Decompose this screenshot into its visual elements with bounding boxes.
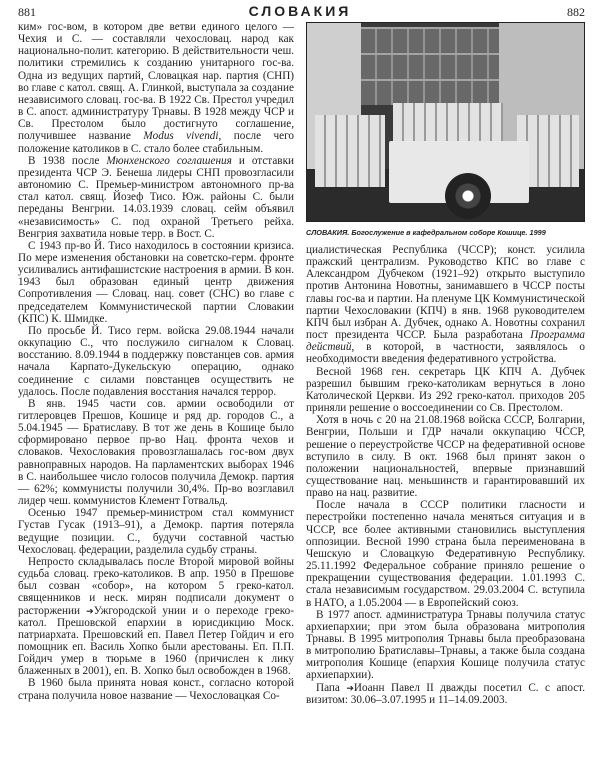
- paragraph: [306, 609, 585, 682]
- photo-flowers: [445, 173, 491, 219]
- text-run: Весной 1968 ген. секретарь ЦК КПЧ А. Дубчек разрешил бывшим греко-католикам вернуться в лоно Католической Церкви. Из 292 греко-катол. приходов 205 приняли решение о воссоединении со Св. Престолом.: [306, 365, 585, 415]
- paragraph: [18, 325, 294, 398]
- cross-reference-arrow-icon: ➔: [86, 605, 94, 616]
- italic-term: Программа действий: [306, 329, 585, 354]
- text-run: Папа: [316, 681, 347, 694]
- paragraph: [18, 677, 294, 701]
- cathedral-service-photo: [306, 22, 585, 222]
- left-text-column: [18, 21, 294, 702]
- photo-clergy-left: [315, 115, 385, 187]
- text-run: и отставки президента ЧСР Э. Бенеша лидеры СНП провозгласили автономию С. Премьер-министром автономного пр-ва стал катол. свящ. Йозеф Тисо. Юж. районы С. были переданы Венгрии. 14.03.1939 словац. сейм объявил «независимость» С. под охраной Третьего рейха. Венгрия захватила новые терр. в Вост. С.: [18, 154, 294, 240]
- page-number-left: 881: [18, 5, 36, 19]
- text-run: Ужгородской унии и о переходе греко-катол. Прешовской епархии в юрисдикцию Моск. патриархата. Прешовский еп. Павел Петер Гойдич и его помощник еп. Василь Хопко были арестованы. Еп. П.П. Гойдич умер в тюрьме в 1960 (причислен к лику блаженных в 2001), еп. В. Хопко был освобожден в 1968.: [18, 604, 294, 678]
- paragraph: [18, 240, 294, 325]
- text-run: В 1938 после: [28, 154, 107, 167]
- text-run: , в которой, в частности, заявлялось о необходимости введения федеративного устройства.: [306, 341, 585, 366]
- paragraph: [18, 398, 294, 507]
- photo-clergy-altar: [393, 103, 503, 143]
- text-run: По просьбе Й. Тисо герм. войска 29.08.1944 начали оккупацию С., что послужило сигналом к Словац. восстанию. 8.09.1944 в поддержку повстанцев сов. армия начала Карпато-Дукельскую операцию, однако соединение с силами повстанцев осуществить не удалось. После подавления восстания начался террор.: [18, 324, 294, 398]
- text-run: Осенью 1947 премьер-министром стал коммунист Густав Гусак (1913–91), а Демокр. партия потеряла ведущие позиции. С., будучи составной частью Чехословац. федерации, разделила судьбу страны.: [18, 507, 294, 556]
- caption-label: СЛОВАКИЯ.: [306, 228, 350, 237]
- text-run: , после чего положение католиков в С. стало более стабильным.: [18, 130, 295, 155]
- text-run: Хотя в ночь с 20 на 21.08.1968 войска СССР, Болгарии, Венгрии, Польши и ГДР начали оккупацию ЧССР, решение о переустройстве ЧССР на федеративной основе вступило в силу. В окт. 1968 был принят закон о положении национальностей, впервые признавший существование нац. меньшинств и гарантировавший их право на нац. развитие.: [306, 414, 585, 500]
- text-run: В янв. 1945 части сов. армии освободили от гитлеровцев Прешов, Кошице и ряд др. городов С., а 5.04.1945 — Братиславу. В тот же день в Кошице было сформировано первое пр-во Нац. фронта чехов и словаков. Чехословакия провозглашалась гос-вом двух равноправных народов. На парламентских выборах 1946 в С. наибольшее число голосов получила Демокр. партия — 62%; коммунисты получили 30,4%. Пр-во возглавил лидер чеш. коммунистов Клемент Готвальд.: [18, 397, 294, 508]
- paragraph: [306, 682, 585, 706]
- right-text-column: [306, 244, 585, 706]
- text-run: После начала в СССР политики гласности и перестройки постепенно начала меняться ситуация и в ЧССР, все более активными становились выступления оппозиции. Весной 1990 страна была переименована в Чешскую и Словацкую Федеративную Республику. 25.11.1992 Федеральное собрание приняло решение о прекращении существования федерации. 1.01.1993 С. стала независимым государством. 29.03.2004 С. вступила в НАТО, а 1.05.2004 — в Европейский союз.: [306, 499, 585, 609]
- paragraph: [18, 21, 294, 155]
- text-run: В 1960 была принята новая конст., согласно которой страна получила новое название — Чехословацкая Со-: [18, 677, 294, 702]
- paragraph: [306, 414, 585, 499]
- photo-caption: [306, 228, 546, 237]
- italic-term: Modus vivendi: [143, 130, 219, 143]
- paragraph: [306, 499, 585, 608]
- page-number-right: 882: [567, 5, 585, 19]
- text-run: С 1943 пр-во Й. Тисо находилось в состоянии кризиса. По мере изменения обстановки на советско-герм. фронте усиливались антифашистские настроения в армии. В кон. 1943 был образован единый центр движения Сопротивления — Словац. нац. совет (СНС) во главе с председателем Коммунистической партии Словакии (КПС) К. Шмидке.: [18, 239, 294, 325]
- paragraph: [18, 155, 294, 240]
- paragraph: [306, 244, 585, 366]
- italic-term: Мюнхенского соглашения: [106, 154, 232, 167]
- text-run: В 1977 апост. администратура Трнавы получила статус архиепархии; при этом была образована митрополия Трнавы. В 1995 митрополия Трнавы была преобразована в митрополию Братиславы–Трнавы, а также была создана митрополия Кошице (епархия Кошице получила статус архиепархии).: [306, 608, 585, 682]
- paragraph: [306, 366, 585, 415]
- text-run: циалистическая Республика (ЧССР); конст. усилила пражский централизм. Руководство КПС во главе с Александром Дубчеком (1921–92) открыто выступило против Антонина Новотны, занимавшего в ЧССР посты главы гос-ва и партии. На пленуме ЦК Коммунистической партии Чехословакии (КПЧ) в янв. 1968 руководителем КПЧ был избран А. Дубчек, однако А. Новотны сохранил пост президента ЧССР. Была разработана: [306, 244, 585, 342]
- text-run: Непросто складывалась после Второй мировой войны судьба словац. греко-католиков. В апр. 1950 в Прешове был созван «собор», на котором 5 греко-катол. священников и неск. мирян подписали документ о расторжении: [18, 555, 294, 617]
- photo-altarpiece: [361, 27, 499, 105]
- paragraph: [18, 556, 294, 678]
- caption-text: Богослужение в кафедральном соборе Кошице. 1999: [349, 228, 546, 237]
- text-run: Иоанн Павел II дважды посетил С. с апост. визитом: 30.06–3.07.1995 и 11–14.09.2003.: [306, 681, 585, 706]
- text-run: ким» гос-вом, в котором две ветви единого целого — Чехия и С. — составляли чехословац. народ как национально-полит. категорию. В действительности чеш. политики стремились к созданию унитарного гос-ва. Одна из ведущих партий, Словацкая нар. партия (СНП) во главе с катол. свящ. А. Глинкой, выступала за создание независимого словац. гос-ва. В 1922 Св. Престол учредил в С. апост. администратуру Трнавы. В 1928 между ЧСР и Св. Престолом было достигнуто соглашение, получившее название: [18, 21, 294, 143]
- cross-reference-arrow-icon: ➔: [346, 682, 354, 693]
- paragraph: [18, 507, 294, 556]
- running-title: СЛОВАКИЯ: [248, 3, 352, 19]
